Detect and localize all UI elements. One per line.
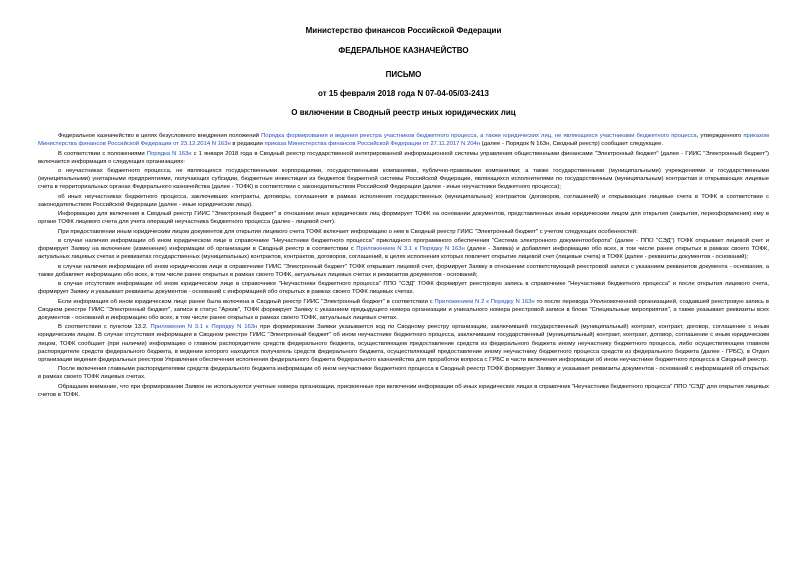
document-link[interactable]: приказом Министерства финансов Российской Федерации от 23.12.2014 N 163н: [38, 133, 769, 148]
document-link[interactable]: приказа Министерства финансов Российской Федерации от 27.11.2017 N 204н: [264, 141, 481, 148]
paragraph-text: В соответствии с пунктом 13.2.: [58, 324, 151, 331]
paragraph-text: (далее - Заявка) и добавляет информацию обо всех, в том числе ранее открытых в рамках своего ТОФК, актуальных лицевых счетах и реквизитах государственных (муниципальных) контрактов, контрактов, договоров, соглашений, в целях исполнения которых повлечет открытие лицевой счет (лицевые счета) в ТОФК (далее - реквизиты документов - оснований);: [38, 246, 769, 261]
paragraph-text: В соответствии с положениями: [58, 150, 147, 157]
paragraph-text: то после перевода Уполномоченной организацией, создавшей реестровую запись в Сводном реестре ГИИС "Электронный бюджет", записи в статус "Архив", ТОФК формирует Заявку с указанием предыдущего номера организации и уникального номера реестровой записи в блоке "Специальные мероприятия", а также указывает реквизиты всех документов - оснований и информацию обо всех, в том числе ранее открытых в рамках своего ТОФК, актуальных лицевых счетах.: [38, 298, 769, 321]
document-link[interactable]: Порядка N 163н: [146, 150, 192, 157]
document-link[interactable]: Приложением N 3.1 к Порядку N 163н: [356, 246, 465, 253]
body-paragraph: [38, 383, 769, 399]
document-date-number: от 15 февраля 2018 года N 07-04-05/03-2413: [318, 89, 489, 98]
document-link[interactable]: Приложением N 2 к Порядку N 163н: [434, 298, 535, 305]
paragraph-text: об иных неучастниках бюджетного процесса, заключивших контракты, договоры, соглашения в рамках исполнения государственных (муниципальных) контрактов (договоров, соглашений) и открывающих лицевые счета в ТОФК в соответствии с законодательством Российской Федерации (далее - иные юридические лица).: [38, 193, 769, 208]
body-paragraph: [38, 263, 769, 279]
paragraph-text: в случае наличия информации об ином юридическом лице в справочнике "Неучастники бюджетного процесса" прикладного программного обеспечения "Система электронного документооборота" (далее - ППО "СЭД") ТОФК открывает лицевой счет и формирует Заявку на включение (изменение) информации об организации в Сводный реестр в соответствии с: [38, 238, 769, 253]
paragraph-text: в случае наличия информации об ином юридическом лице в справочнике ГИИС "Электронный бюджет" ТОФК открывает лицевой счет, формирует Заявку в отношении соответствующей реестровой записи с указанием реквизитов документа - основания, а также добавляет информацию обо всех, в том числе ранее открытых в рамках своего ТОФК, актуальных лицевых счетах и реквизитов документов - оснований;: [38, 263, 769, 278]
body-paragraph: [38, 323, 769, 364]
body-paragraph: [38, 193, 769, 209]
paragraph-text: После включения главными распорядителями средств федерального бюджета информации об ином неучастнике бюджетного процесса в Сводный реестр ТОФК формирует Заявку и указывает реквизиты документов - оснований с информацией об открытых в рамках своего ТОФК лицевых счетах.: [38, 366, 769, 381]
document-subject: О включении в Сводный реестр иных юридических лиц: [291, 108, 516, 117]
paragraph-text: в редакции: [230, 141, 265, 148]
body-paragraph: [38, 228, 769, 236]
body-paragraph: [38, 167, 769, 191]
paragraph-text: при формировании Заявки указывается код по Сводному реестру организации, заключившей государственный (муниципальный) контракт, контракт, договор, соглашение с иным юридическим лицом. В случае отсутствия информации в Сводном реестре ГИИС "Электронный бюджет" об ином неучастнике бюджетного процесса, заключившем государственный (муниципальный) контракт, контракт, договор, соглашение с иным юридическим лицом, ТОФК сообщает (при наличии) информацию о главном распорядителе средств федерального бюджета, осуществляющем предоставление средств из федерального бюджета иному неучастнику бюджетного процесса, либо осуществляющем главном распорядителе средств федерального бюджета, в ведении которого находится получатель средств федерального бюджета, осуществляющий предоставление иному неучастнику бюджетного процесса средств из федерального бюджета (далее - ГРБС), в Отдел организации ведения федеральных реестров Управления обеспечения исполнения федерального бюджета Федерального казначейства для проработки вопроса с ГРБС в части включения информации об ином неучастнике бюджетного процесса в Сводный реестр.: [38, 324, 769, 363]
paragraph-text: При предоставлении иным юридическим лицом документов для открытия лицевого счета ТОФК включает информацию о нем в Сводный реестр ГИИС "Электронный бюджет" с учетом следующих особенностей:: [58, 228, 638, 235]
document-body: [38, 132, 769, 399]
body-paragraph: [38, 237, 769, 261]
body-paragraph: [38, 132, 769, 148]
paragraph-text: о неучастниках бюджетного процесса, не являющихся государственными корпорациями, государственными компаниями, публично-правовыми компаниями; а также государственными (муниципальными) учреждениями и государственными (муниципальными) унитарными предприятиями, получающих субсидии, бюджетные инвестиции из бюджетов бюджетной системы Российской Федерации, являющихся исполнителями по государственным (муниципальным) контрактам и открывающих лицевые счета в территориальных органах Федерального казначейства (далее - ТОФК) в соответствии с законодательством Российской Федерации (далее - иные неучастники бюджетного процесса);: [38, 168, 769, 191]
body-paragraph: [38, 210, 769, 226]
document-link[interactable]: Приложения N 3.1 к Порядку N 163н: [150, 324, 258, 331]
body-paragraph: [38, 150, 769, 166]
body-paragraph: [38, 365, 769, 381]
paragraph-text: , утвержденного: [696, 133, 744, 139]
body-paragraph: [38, 280, 769, 296]
paragraph-text: Информацию для включения в Сводный реестр ГИИС "Электронный бюджет" в отношении иных юридических лиц формирует ТОФК на основании документов, представленных иным юридическим лицом для открытия (закрытия, переоформления) ему в органе ТОФК лицевого счета для учета операций неучастника бюджетного процесса (далее - лицевой счет).: [38, 211, 769, 226]
paragraph-text: с 1 января 2018 года в Сводный реестр государственной интегрированной информационной системы управления общественными финансами "Электронный бюджет" (далее - ГИИС "Электронный бюджет") включается информация о следующих организациях:: [38, 150, 769, 165]
paragraph-text: Федеральное казначейство в целях безусловного внедрения положений: [58, 133, 262, 139]
paragraph-text: Если информация об ином юридическом лице ранее была включена в Сводный реестр ГИИС "Электронный бюджет" в соответствии с: [58, 298, 435, 305]
paragraph-text: (далее - Порядок N 163н, Сводный реестр) сообщает следующее.: [480, 141, 664, 148]
paragraph-text: в случае отсутствия информации об ином юридическом лице в справочнике "Неучастники бюджетного процесса" ППО "СЭД" ТОФК формирует реестровую запись в справочнике "Неучастники бюджетного процесса" и после открытия лицевого счета, формирует Заявку и указывает реквизиты документов - оснований с информацией обо открытых в рамках своего ТОФК лицевых счетах.: [38, 281, 769, 296]
paragraph-text: Обращаем внимание, что при формировании Заявок не используются учетные номера организации, присвоенные при включении информации об иных юридических лицах в справочник "Неучастники бюджетного процесса" ППО "СЭД" для открытия лицевых счетов в ТОФК.: [38, 383, 769, 398]
agency-title: ФЕДЕРАЛЬНОЕ КАЗНАЧЕЙСТВО: [338, 46, 469, 55]
document-type: ПИСЬМО: [385, 70, 422, 79]
ministry-title: Министерство финансов Российской Федерации: [305, 26, 502, 35]
document-link[interactable]: Порядка формирования и ведения реестра участников бюджетного процесса, а также юридических лиц, не являющихся участниками бюджетного процесса: [261, 133, 697, 139]
body-paragraph: [38, 298, 769, 322]
